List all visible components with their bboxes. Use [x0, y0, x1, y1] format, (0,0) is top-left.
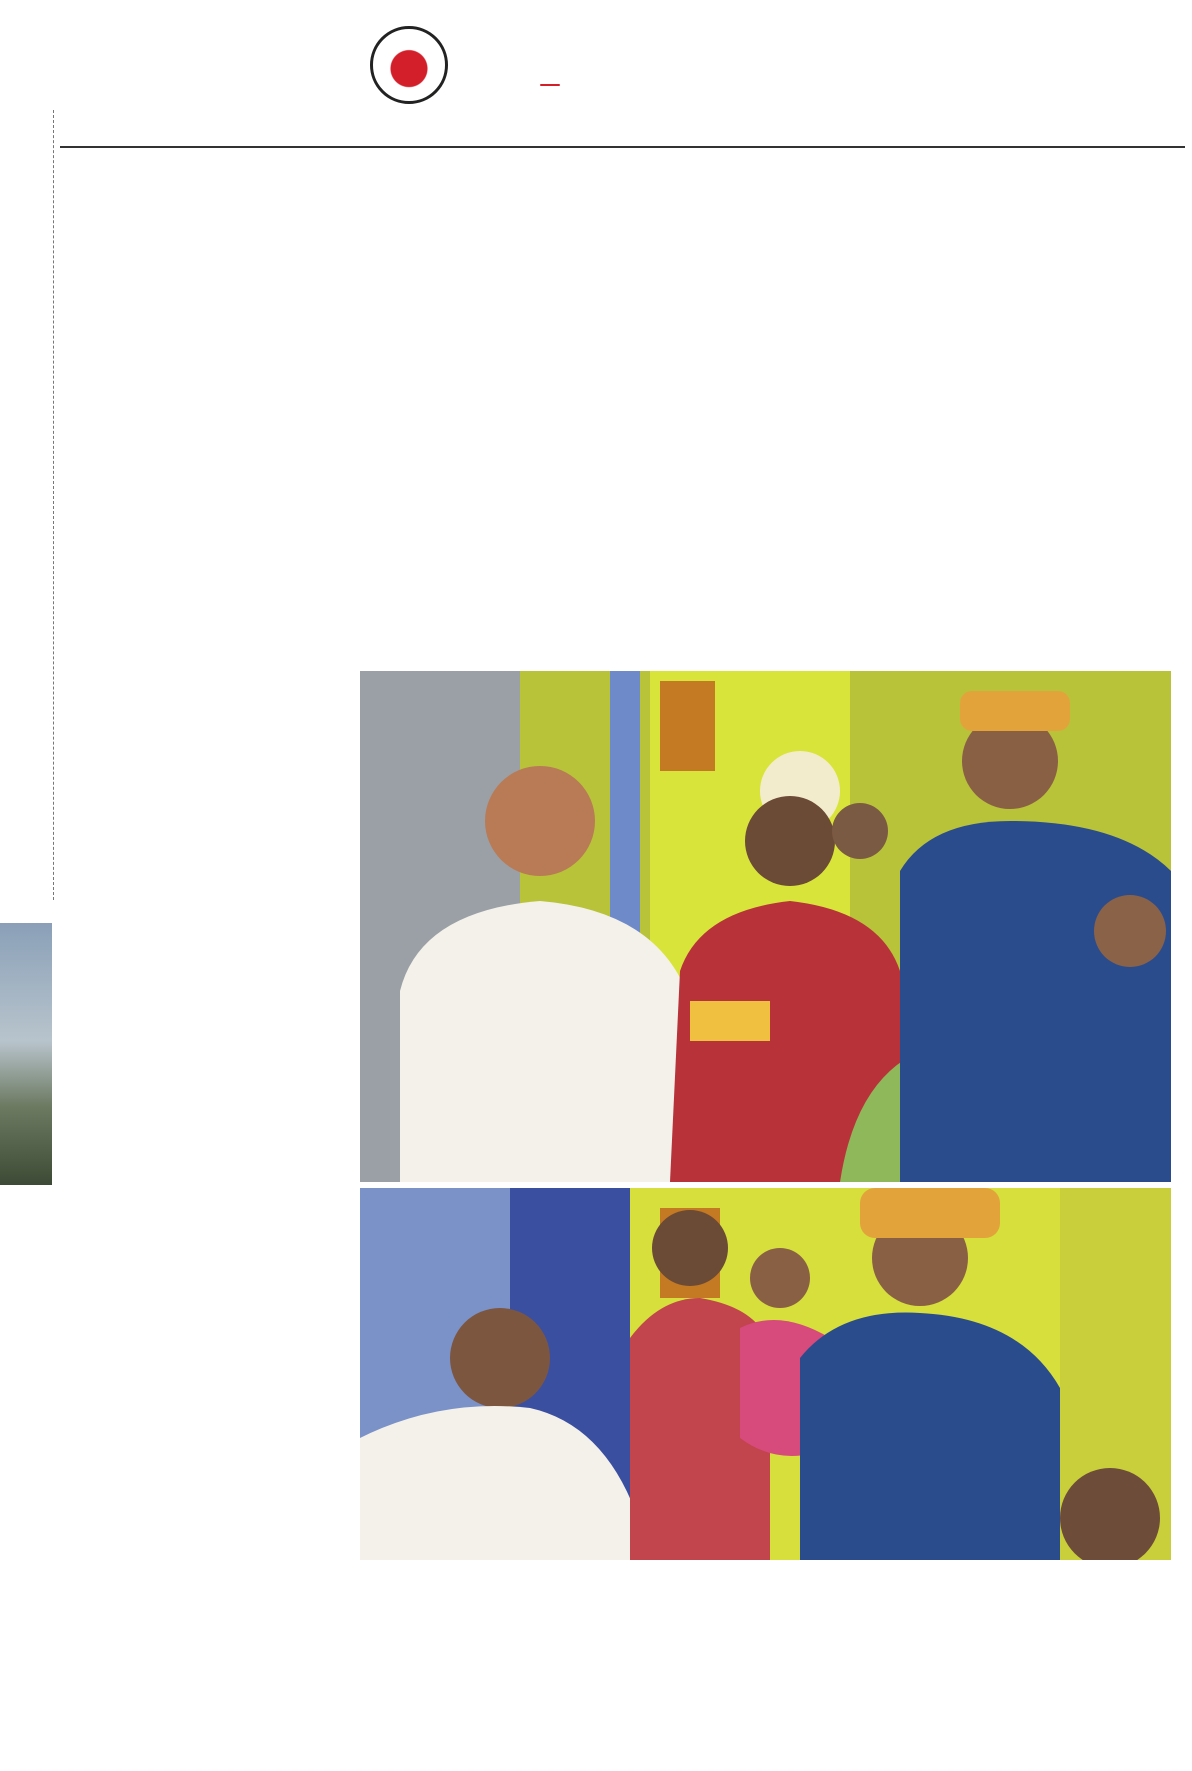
masthead	[370, 8, 830, 104]
news-photo-bottom	[360, 1188, 1171, 1560]
photo-illustration	[360, 671, 1171, 1182]
top-rule	[60, 146, 1185, 148]
party-emblem-icon	[370, 26, 448, 104]
news-photo-top	[360, 671, 1171, 1182]
left-cut-photo	[0, 923, 52, 1185]
masthead-subtag	[540, 84, 560, 86]
column-divider	[53, 110, 55, 900]
photo-illustration	[360, 1188, 1171, 1560]
article-column-1	[120, 375, 330, 381]
